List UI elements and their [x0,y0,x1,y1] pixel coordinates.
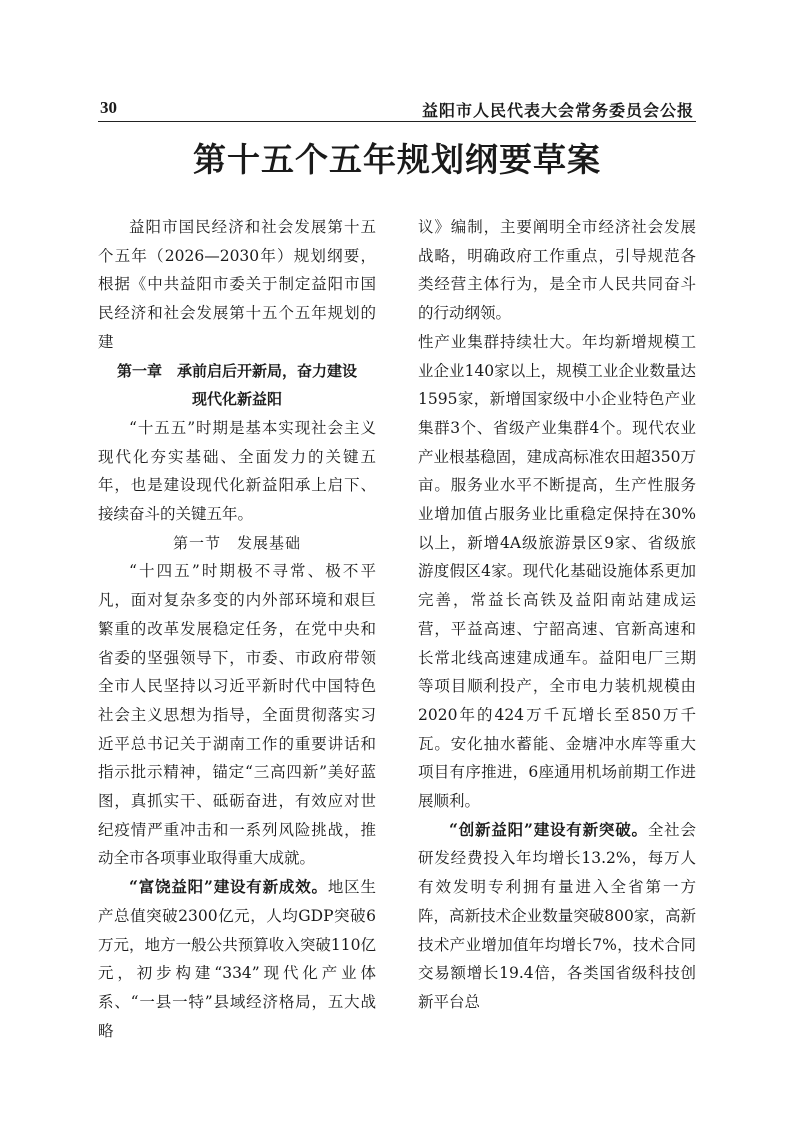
header-rule [98,121,696,122]
paragraph [418,816,696,1017]
page-number: 30 [100,98,117,117]
paragraph-lead: “创新益阳”建设有新突破。 [449,819,648,839]
page-header [98,96,696,120]
intro-paragraph-continued: 议》编制，主要阐明全市经济社会发展战略，明确政府工作重点，引导规范各类经营主体行为，是全市人民共同奋斗的行动纲领。 [418,218,696,323]
journal-title: 益阳市人民代表大会常务委员会公报 [421,101,694,120]
left-column [98,213,376,1045]
chapter-heading [98,357,376,414]
paragraph-body: 地区生产总值突破2300亿元，人均GDP突破6万元，地方一般公共预算收入突破110亿元，初步构建“334”现代化产业体系、“一县一特”县域经济格局，五大战略 [98,878,376,1040]
paragraph-continued: 性产业集群持续壮大。年均新增规模工业企业140家以上，规模工业企业数量达1595家，新增国家级中小企业特色产业集群3个、省级产业集群4个。现代农业产业根基稳固，建成高标准农田超350万亩。服务业水平不断提高，生产性服务业增加值占服务业比重稳定保持在30%以上，新增4A级旅游景区9家、省级旅游度假区4家。现代化基础设施体系更加完善，常益长高铁及益阳南站建成运营，平益高速、宁韶高速、官新高速和长常北线高速建成通车。益阳电厂三期等项目顺利投产，全市电力装机规模由2020年的424万千瓦增长至850万千瓦。安化抽水蓄能、金塘冲水库等重大项目有序推进，6座通用机场前期工作进展顺利。 [418,332,696,811]
intro-paragraph: 益阳市国民经济和社会发展第十五个五年（2026—2030年）规划纲要，根据《中共益阳市委关于制定益阳市国民经济和社会发展第十五个五年规划的建 [98,218,376,351]
paragraph: “十五五”时期是基本实现社会主义现代化夯实基础、全面发力的关键五年，也是建设现代化新益阳承上启下、接续奋斗的关键五年。 [98,418,376,524]
paragraph: “十四五”时期极不寻常、极不平凡，面对复杂多变的内外部环境和艰巨繁重的改革发展稳定任务，在党中央和省委的坚强领导下，市委、市政府带领全市人民坚持以习近平新时代中国特色社会主义思想为指导，全面贯彻落实习近平总书记关于湖南工作的重要讲话和指示批示精神，锚定“三高四新”美好蓝图，真抓实干、砥砺奋进，有效应对世纪疫情严重冲击和一系列风险挑战，推动全市各项事业取得重大成就。 [98,562,376,868]
chapter-heading-line2: 现代化新益阳 [191,390,282,409]
paragraph-lead: “富饶益阳”建设有新成效。 [129,877,328,897]
right-column [418,213,696,1017]
section-heading: 第一节 发展基础 [172,533,301,552]
document-title: 第十五个五年规划纲要草案 [193,140,601,179]
paragraph-body: 全社会研发经费投入年均增长13.2%，每万人有效发明专利拥有量进入全省第一方阵，高新技术企业数量突破800家，高新技术产业增加值年均增长7%，技术合同交易额增长19.4倍，各类国省级科技创新平台总 [418,820,696,1011]
chapter-heading-line1: 第一章 承前启后开新局，奋力建设 [116,361,357,380]
paragraph [98,873,376,1045]
